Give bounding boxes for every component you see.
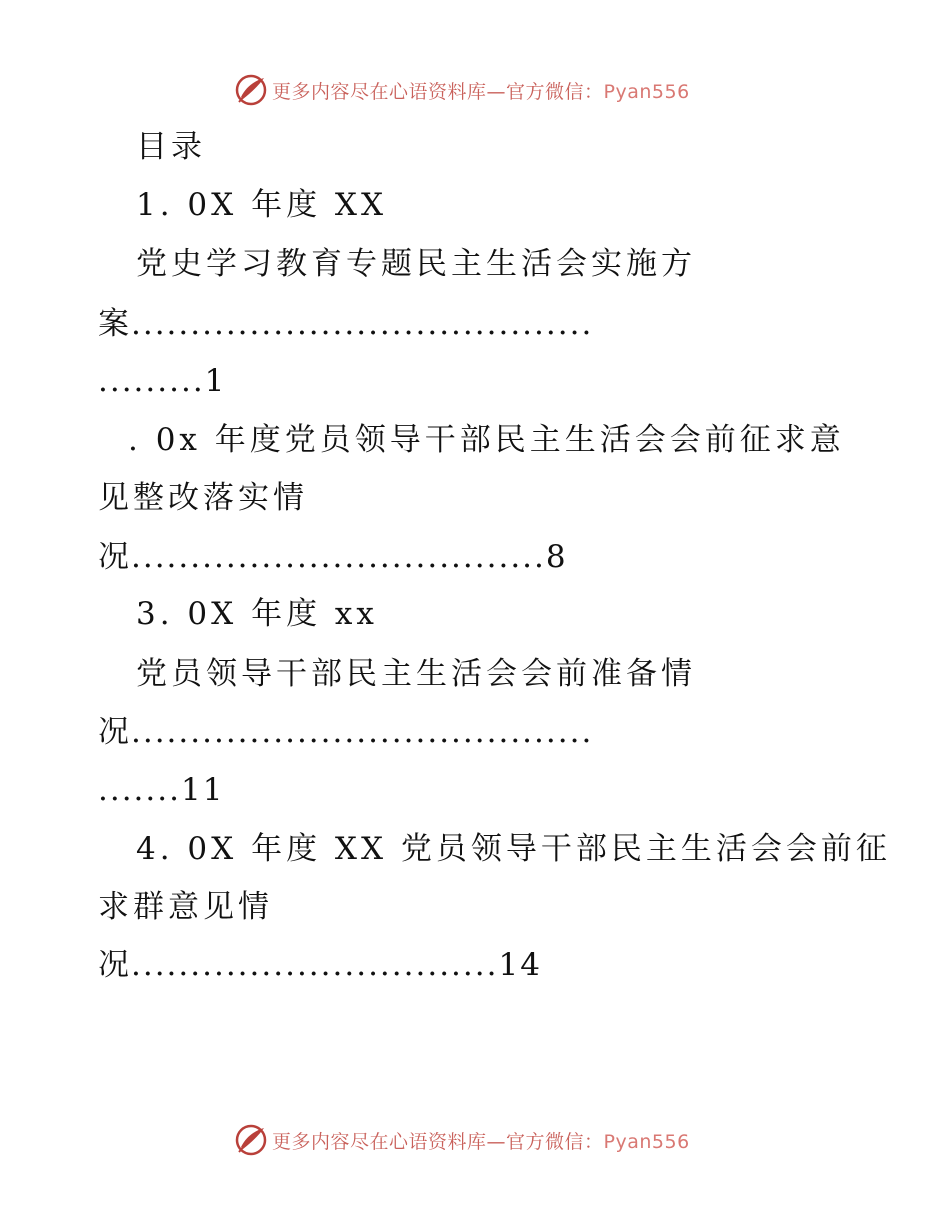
toc-line: 案....................................... [98, 306, 594, 342]
toc-line: 4. 0X 年度 XX 党员领导干部民主生活会会前征 [136, 831, 891, 867]
toc-line: 求群意见情 [98, 889, 273, 925]
quill-pen-logo-icon [234, 1123, 268, 1157]
toc-line: .......11 [98, 772, 225, 808]
toc-line: 况...................................8 [98, 539, 568, 575]
toc-line: 见整改落实情 [98, 480, 308, 516]
quill-pen-logo-icon [234, 73, 268, 107]
watermark-banner-bottom [234, 1122, 690, 1158]
toc-line: 1. 0X 年度 XX [136, 187, 388, 223]
toc-line: 况...............................14 [98, 947, 542, 983]
watermark-text: 更多内容尽在心语资料库—官方微信：Pyan556 [272, 1130, 690, 1153]
watermark-text: 更多内容尽在心语资料库—官方微信：Pyan556 [272, 80, 690, 103]
toc-line: 党员领导干部民主生活会会前准备情 [136, 656, 696, 692]
toc-line: . 0x 年度党员领导干部民主生活会会前征求意 [128, 422, 845, 458]
watermark-banner-top [234, 72, 690, 108]
toc-heading: 目录 [136, 129, 206, 165]
toc-line: 3. 0X 年度 xx [136, 596, 378, 632]
toc-line: 况....................................... [98, 714, 594, 750]
toc-line: .........1 [98, 363, 227, 399]
toc-line: 党史学习教育专题民主生活会实施方 [136, 246, 696, 282]
